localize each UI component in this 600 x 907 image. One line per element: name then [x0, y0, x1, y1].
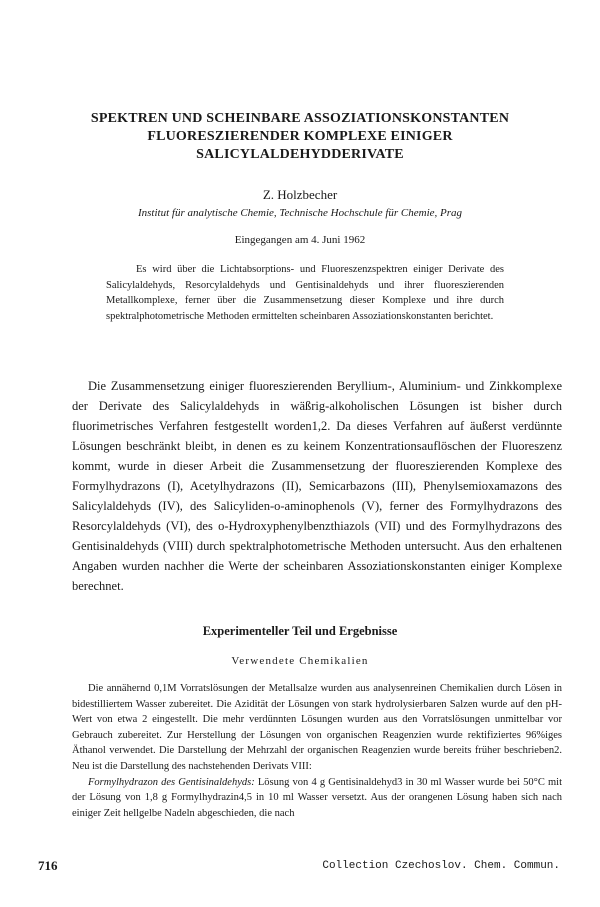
subsection-heading: Verwendete Chemikalien — [231, 655, 369, 667]
author-institute: Institut für analytische Chemie, Technische Hochschule für Chemie, Prag — [137, 207, 463, 219]
preparation-paragraph — [72, 775, 562, 822]
chemicals-section-text — [72, 681, 562, 821]
intro-paragraph: Die Zusammensetzung einiger fluoreszierenden Beryllium-, Aluminium- und Zinkkomplexe der Derivate des Salicylaldehyds in wäßrig-alkoholischen Lösungen ist bisher durch fluorimetrisches Verfahren festgestellt worden1,2. Da dieses Verfahren auf äußerst verdünnte Lösungen beschränkt bleibt, in denen es zu keinem Konzentrationsauflöschen der Fluoreszenz kommt, wurde in dieser Arbeit die Zusammensetzung der fluoreszierenden Komplexe des Formylhydrazons (I), Acetylhydrazons (II), Semicarbazons (III), Phenylsemioxamazons des Salicylaldehyds (IV), des Salicyliden-o-aminophenols (V), ferner des Formylhydrazons des Resorcylaldehyds (VI), des o-Hydroxyphenylbenzthiazols (VII) und des Formylhydrazons des Gentisinaldehyds (VIII) durch spektralphotometrische Methoden untersucht. Aus den erhaltenen Angaben wurden nachher die Werte der scheinbaren Assoziationskonstanten einiger Komplexe berechnet. — [72, 379, 562, 593]
journal-name: Collection Czechoslov. Chem. Commun. — [322, 860, 560, 872]
abstract: Es wird über die Lichtabsorptions- und Fluoreszenzspektren einiger Derivate des Salicylaldehyds, Resorcylaldehyds und Gentisinaldehyds und ihrer fluoreszierenden Metallkomplexe, ferner über die Zusammensetzung dieser Komplexe und ihre durch spektralphotometrische Methoden ermittelten scheinbaren Assoziationskonstanten berichtet. — [106, 264, 504, 322]
title-line-3: SALICYLALDEHYDDERIVATE — [196, 147, 404, 162]
article-title — [40, 110, 560, 164]
section-heading: Experimenteller Teil und Ergebnisse — [202, 624, 398, 638]
chemicals-paragraph: Die annähernd 0,1M Vorratslösungen der Metallsalze wurden aus analysenreinen Chemikalien durch Lösen in bidestilliertem Wasser zubereitet. Die Azidität der Lösungen von stark hydrolysierbaren Salzen wurde auf den pH-Wert von etwa 2 eingestellt. Die mehr verdünnten Lösungen wurden aus den Vorratslösungen unmittelbar vor Gebrauch zubereitet. Zur Herstellung der Lösungen von organischen Reagenzien wurde rektifiziertes 96%iges Äthanol verwendet. Die Darstellung der Mehrzahl der organischen Reagenzien wurde bereits früher beschrieben2. Neu ist die Darstellung des nachstehenden Derivats VIII: — [72, 683, 562, 772]
author-name: Z. Holzbecher — [262, 187, 338, 202]
preparation-text: Lösung von 4 g Gentisinaldehyd3 in 30 ml Wasser wurde bei 50°C mit der Lösung von 1,8 g Formylhydrazin4,5 in 10 ml Wasser versetzt. Aus der orangenen Lösung haben sich nach einiger Zeit hellgelbe Nadeln abgeschieden, die nach — [72, 776, 562, 819]
received-date: Eingegangen am 4. Juni 1962 — [234, 234, 366, 246]
page-number: 716 — [38, 858, 58, 873]
title-line-2: FLUORESZIERENDER KOMPLEXE EINIGER — [147, 129, 453, 144]
preparation-label: Formylhydrazon des Gentisinaldehyds: — [88, 776, 255, 788]
title-line-1: SPEKTREN UND SCHEINBARE ASSOZIATIONSKONSTANTEN — [90, 111, 510, 126]
